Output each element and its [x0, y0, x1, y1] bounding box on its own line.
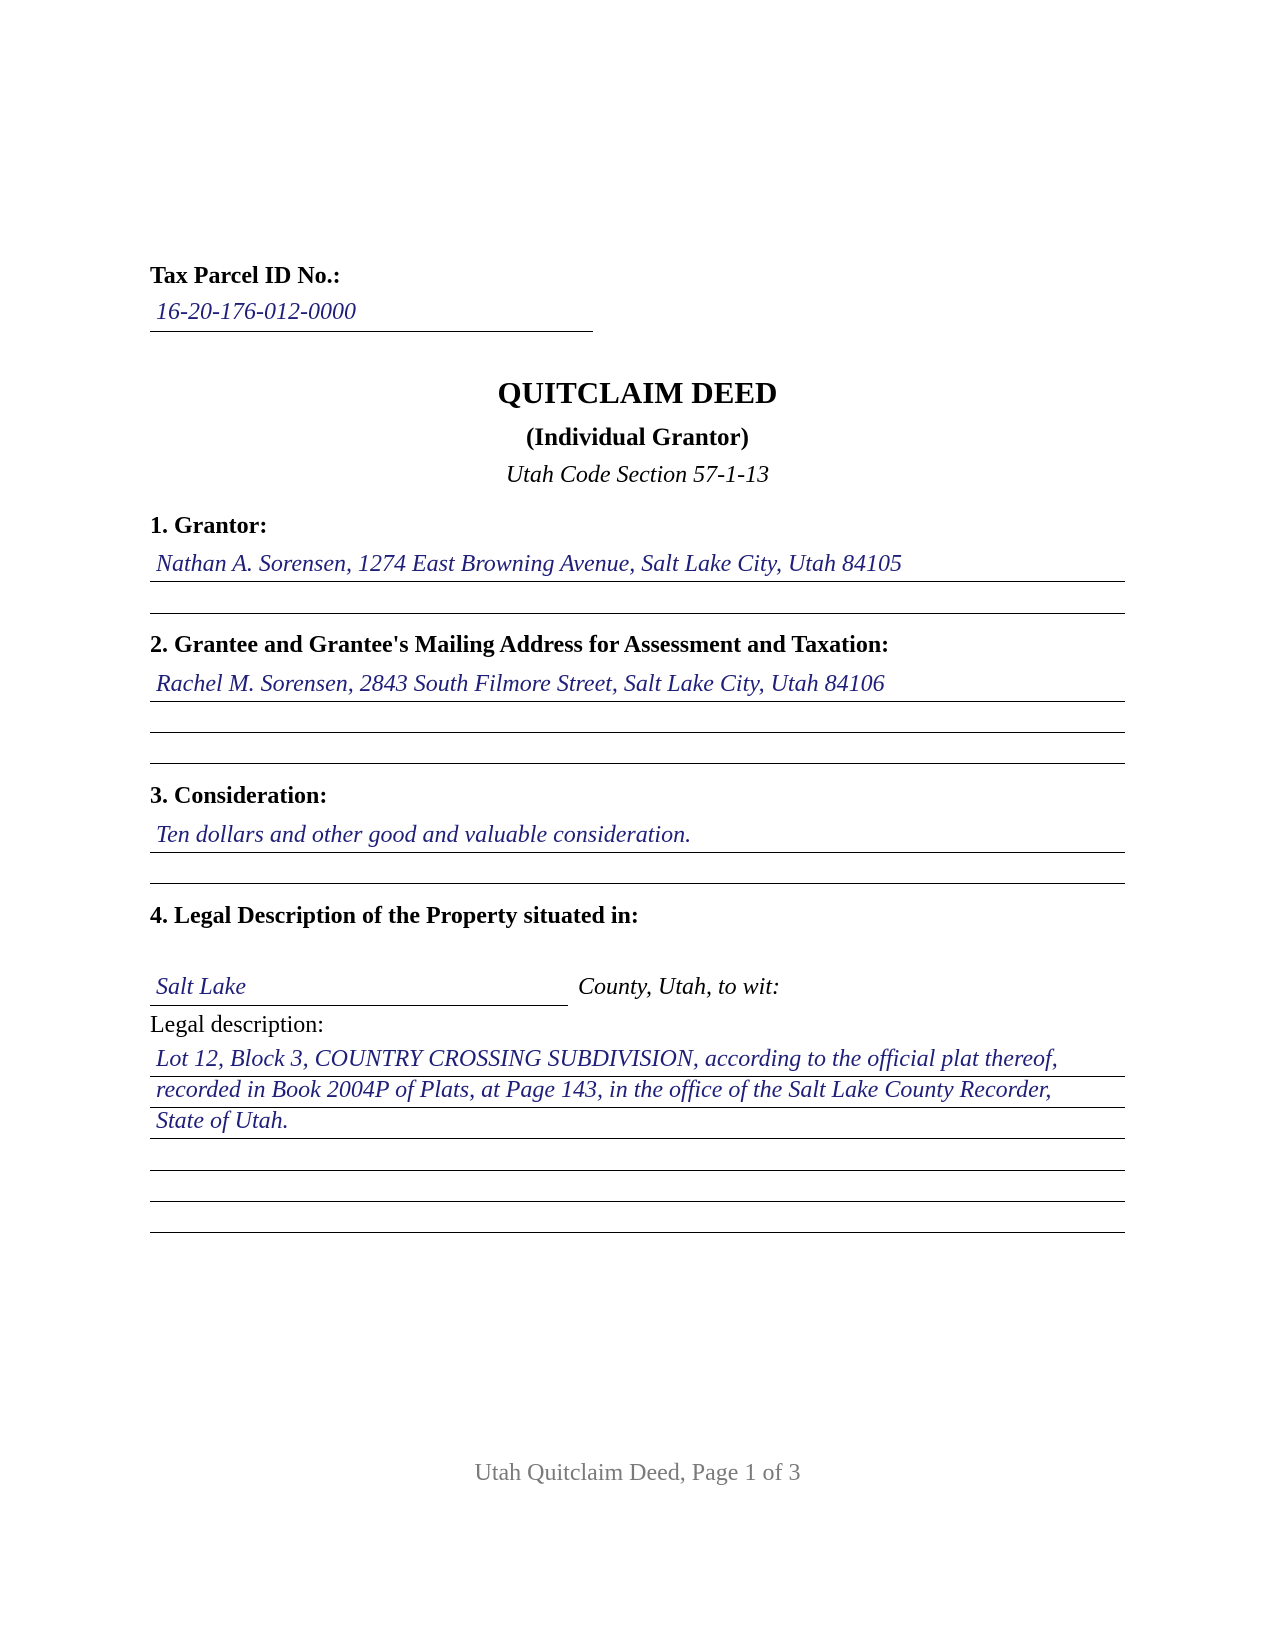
consideration-field[interactable] — [150, 822, 1125, 853]
grantor-extra-line[interactable] — [150, 613, 1125, 614]
county-field[interactable] — [150, 970, 568, 1006]
consideration-extra-line[interactable] — [150, 883, 1125, 884]
page-footer: Utah Quitclaim Deed, Page 1 of 3 — [474, 1460, 801, 1486]
grantee-label: 2. Grantee and Grantee's Mailing Address for Assessment and Taxation: — [150, 632, 890, 658]
grantor-label: 1. Grantor: — [150, 513, 268, 539]
consideration-label: 3. Consideration: — [150, 783, 328, 809]
legal-description-label: Legal description: — [150, 1012, 324, 1038]
grantor-field[interactable] — [150, 551, 1125, 582]
legal-blank-line-1[interactable] — [150, 1170, 1125, 1171]
grantee-value: Rachel M. Sorensen, 2843 South Filmore Street, Salt Lake City, Utah 84106 — [156, 671, 885, 697]
legal-blank-line-2[interactable] — [150, 1201, 1125, 1202]
legal-line-1[interactable] — [150, 1046, 1125, 1077]
legal-line-3-text: State of Utah. — [156, 1108, 289, 1134]
consideration-value: Ten dollars and other good and valuable consideration. — [156, 822, 692, 848]
legal-line-2-text: recorded in Book 2004P of Plats, at Page 143, in the office of the Salt Lake County Recorder, — [156, 1077, 1052, 1103]
document-title: QUITCLAIM DEED — [497, 375, 778, 410]
document-subtitle: (Individual Grantor) — [526, 424, 749, 451]
grantee-extra-line-1[interactable] — [150, 732, 1125, 733]
legal-line-2[interactable] — [150, 1077, 1125, 1108]
legal-label: 4. Legal Description of the Property situated in: — [150, 903, 639, 929]
tax-parcel-label: Tax Parcel ID No.: — [150, 263, 341, 289]
code-reference: Utah Code Section 57-1-13 — [505, 462, 770, 488]
county-value: Salt Lake — [156, 974, 246, 1000]
legal-line-3[interactable] — [150, 1108, 1125, 1139]
grantee-extra-line-2[interactable] — [150, 763, 1125, 764]
tax-parcel-field[interactable] — [150, 295, 593, 332]
legal-line-1-text: Lot 12, Block 3, COUNTRY CROSSING SUBDIVISION, according to the official plat thereof, — [156, 1046, 1058, 1072]
grantee-field[interactable] — [150, 671, 1125, 702]
grantor-value: Nathan A. Sorensen, 1274 East Browning Avenue, Salt Lake City, Utah 84105 — [156, 551, 902, 577]
county-suffix: County, Utah, to wit: — [578, 974, 781, 1000]
tax-parcel-value: 16-20-176-012-0000 — [156, 299, 356, 325]
legal-blank-line-3[interactable] — [150, 1232, 1125, 1233]
